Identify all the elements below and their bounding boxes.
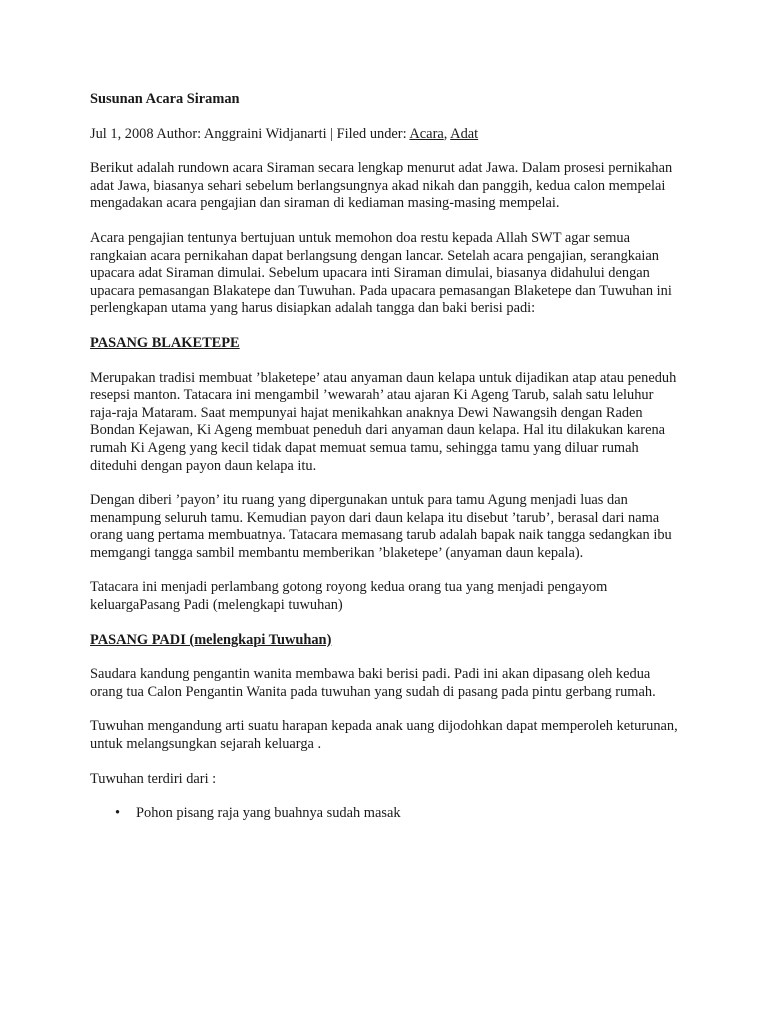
bullet-icon: • [115, 805, 121, 822]
meta-separator: , [443, 125, 451, 142]
intro-paragraph: Acara pengajian tentunya bertujuan untuk memohon doa restu kepada Allah SWT agar semua rangkaian acara pernikahan dapat berlangsung dengan lancar. Setelah acara pengajian, serangkaian upacara adat Siraman dimulai. Sebelum upacara inti Siraman dimulai, biasanya didahului dengan upacara pemasangan Blakatepe dan Tuwuhan. Pada upacara pemasangan Blaketepe dan Tuwuhan ini perlengkapan utama yang harus disiapkan adalah tangga dan baki berisi padi: [90, 229, 672, 317]
section-heading-pasang-blaketepe: PASANG BLAKETEPE [90, 334, 240, 351]
section-heading-pasang-padi: PASANG PADI (melengkapi Tuwuhan) [90, 631, 332, 648]
list-item-text: Pohon pisang raja yang buahnya sudah masak [136, 805, 401, 822]
category-link-adat[interactable]: Adat [450, 125, 479, 142]
meta-text: Jul 1, 2008 Author: Anggraini Widjanarti | Filed under: [90, 125, 410, 142]
section-paragraph: Tuwuhan terdiri dari : [90, 770, 217, 787]
article-title: Susunan Acara Siraman [90, 91, 240, 107]
section-paragraph: Saudara kandung pengantin wanita membawa baki berisi padi. Padi ini akan dipasang oleh kedua orang tua Calon Pengantin Wanita pada tuwuhan yang sudah di pasang pada pintu gerbang rumah. [90, 666, 656, 700]
category-link-acara[interactable]: Acara [409, 125, 444, 142]
section-paragraph: Dengan diberi ’payon’ itu ruang yang dipergunakan untuk para tamu Agung menjadi luas dan menampung seluruh tamu. Kemudian payon dari daun kelapa itu disebut ’tarub’, berasal dari nama orang uang pertama membuatnya. Tatacara memasang tarub adalah bapak naik tangga sedangkan ibu memgangi tangga sambil membantu memberikan ’blaketepe’ (anyaman daun kepala). [90, 492, 672, 561]
section-paragraph: Tatacara ini menjadi perlambang gotong royong kedua orang tua yang menjadi pengayom keluargaPasang Padi (melengkapi tuwuhan) [90, 579, 608, 614]
list-item [115, 805, 680, 823]
article-meta [90, 126, 680, 144]
section-paragraph: Tuwuhan mengandung arti suatu harapan kepada anak uang dijodohkan dapat memperoleh keturunan, untuk melangsungkan sejarah keluarga . [90, 718, 678, 753]
article-body [90, 91, 680, 823]
intro-paragraph: Berikut adalah rundown acara Siraman secara lengkap menurut adat Jawa. Dalam prosesi pernikahan adat Jawa, biasanya sehari sebelum berlangsungnya akad nikah dan panggih, kedua calon mempelai mengadakan acara pengajian dan siraman di kediaman masing-masing mempelai. [90, 160, 673, 212]
tuwuhan-list [90, 805, 680, 823]
section-paragraph: Merupakan tradisi membuat ’blaketepe’ atau anyaman daun kelapa untuk dijadikan atap atau peneduh resepsi manton. Tatacara ini mengambil ’wewarah’ atau ajaran Ki Ageng Tarub, salah satu leluhur raja-raja Mataram. Saat mempunyai hajat menikahkan anaknya Dewi Nawangsih dengan Raden Bondan Kejawan, Ki Ageng membuat peneduh dari anyaman daun kelapa. Hal itu dilakukan karena rumah Ki Ageng yang kecil tidak dapat memuat semua tamu, sehingga tamu yang diluar rumah diteduhi dengan payon daun kelapa itu. [90, 369, 677, 474]
